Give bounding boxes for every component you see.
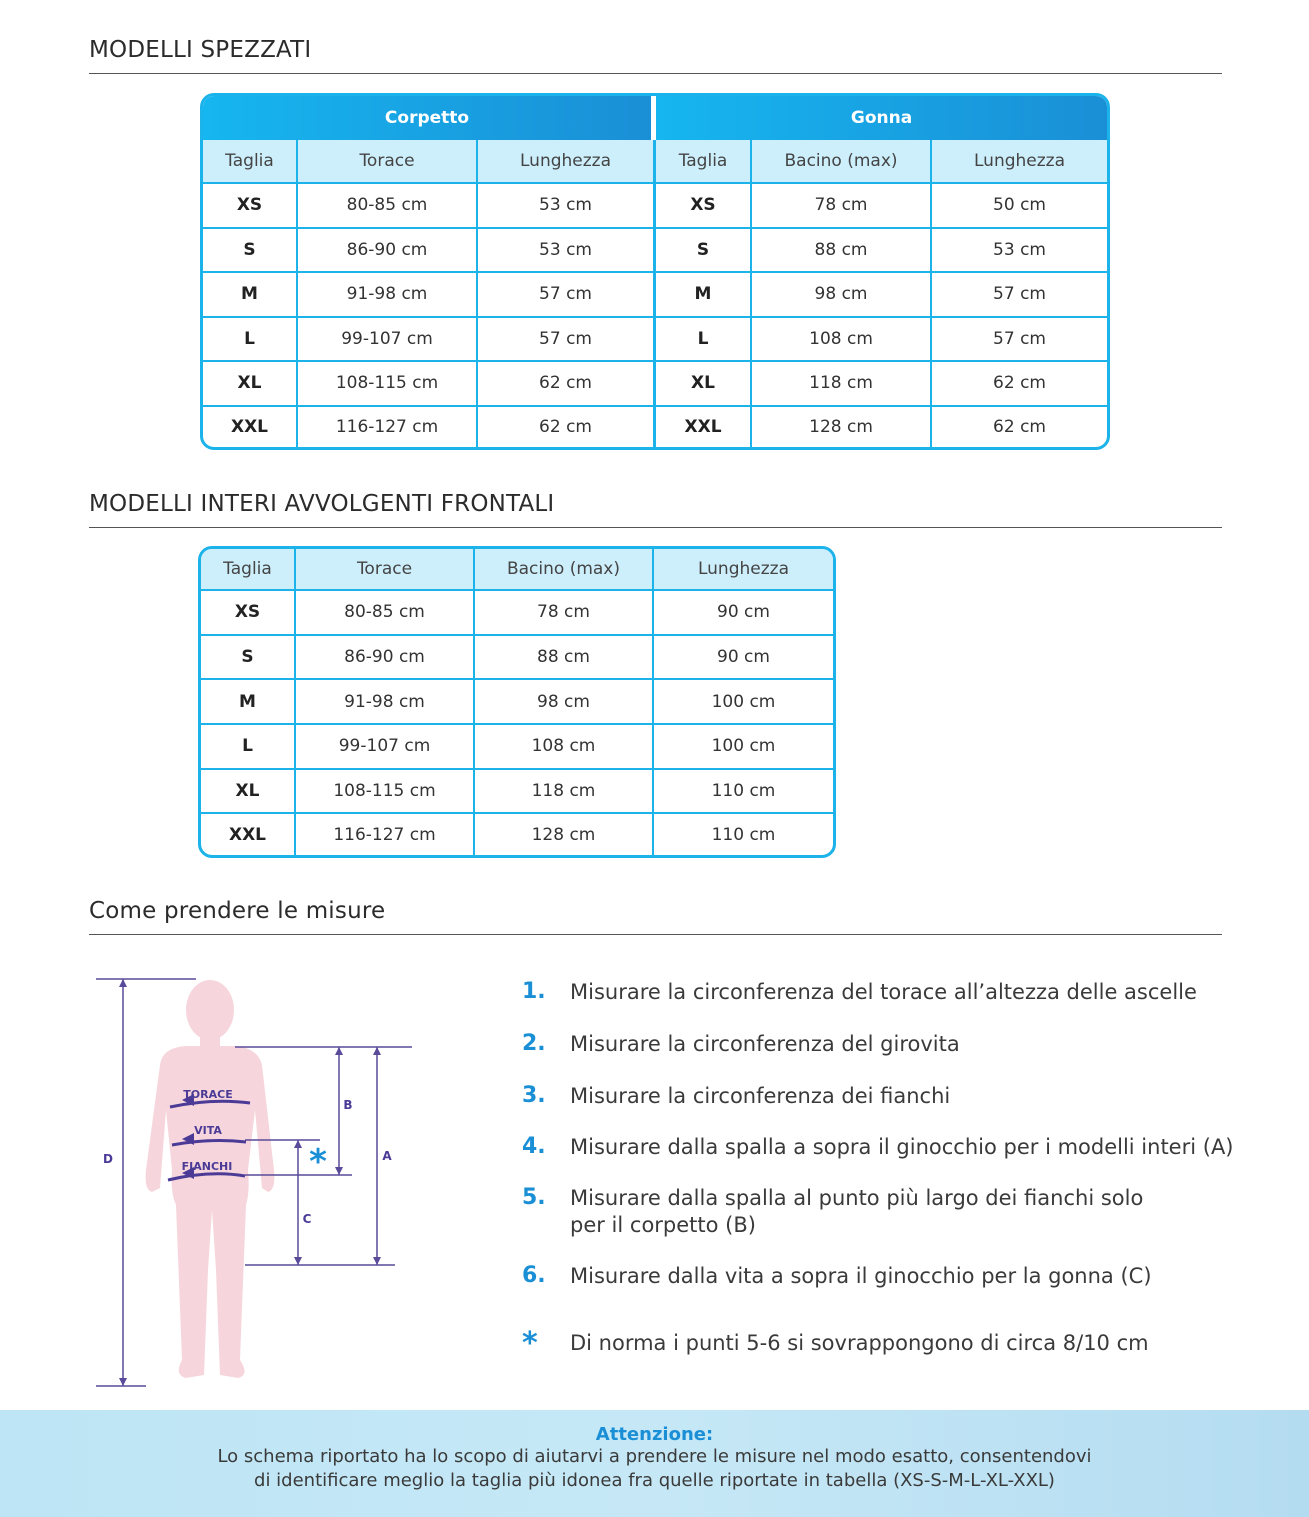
table-cell: 128 cm [475, 814, 654, 855]
table-cell: 62 cm [993, 416, 1046, 437]
table-cell: 57 cm [932, 318, 1107, 363]
section-title-misure: Come prendere le misure [89, 898, 1222, 935]
dimension-lines [96, 979, 412, 1386]
table-cell: 116-127 cm [296, 814, 475, 855]
table-cell: XS [656, 184, 752, 229]
table-cell: 62 cm [478, 362, 656, 407]
table-cell: 98 cm [475, 680, 654, 725]
column-header: Torace [296, 549, 475, 591]
table-row [201, 636, 833, 681]
column-header: Taglia [203, 140, 298, 184]
label-a: A [382, 1149, 392, 1163]
table-cell: 118 cm [475, 770, 654, 815]
label-b: B [343, 1098, 353, 1112]
table-cell: S [201, 636, 296, 681]
list-item [522, 979, 1197, 1006]
table-cell: M [203, 273, 298, 318]
list-item [522, 1134, 1234, 1161]
table-cell: 50 cm [932, 184, 1107, 229]
table-cell: L [203, 318, 298, 363]
step-text-continued: per il corpetto (B) [570, 1213, 756, 1237]
column-header: Lunghezza [932, 140, 1107, 184]
column-header: Bacino (max) [475, 549, 654, 591]
table-cell: 53 cm [932, 229, 1107, 274]
table-cell: 108-115 cm [298, 362, 478, 407]
table-cell: 62 cm [478, 407, 656, 448]
list-item [522, 1083, 950, 1110]
section-title-interi: MODELLI INTERI AVVOLGENTI FRONTALI [89, 491, 1222, 528]
table-cell: 62 cm [932, 362, 1107, 407]
step-text: Misurare la circonferenza del girovita [570, 1032, 960, 1056]
label-c: C [302, 1212, 312, 1226]
table-row [201, 591, 833, 636]
table-cell: 88 cm [752, 229, 932, 274]
step-number: 1. [522, 979, 546, 1004]
column-header: Lunghezza [654, 549, 833, 591]
column-header: Taglia [201, 549, 296, 591]
table-row [203, 184, 1107, 229]
table-cell: L [201, 725, 296, 770]
step-number: 6. [522, 1263, 546, 1288]
attention-notice [0, 1410, 1309, 1517]
table-cell: 88 cm [475, 636, 654, 681]
column-header: Taglia [656, 140, 752, 184]
size-table-spezzati [200, 93, 1110, 450]
table-cell: XXL [201, 814, 296, 855]
column-header: Lunghezza [478, 140, 656, 184]
table-cell: 78 cm [475, 591, 654, 636]
notice-title: Attenzione: [595, 1424, 714, 1445]
table-cell: 53 cm [478, 184, 656, 229]
table-cell: XXL [656, 407, 752, 448]
notice-line-1: Lo schema riportato ha lo scopo di aiutarvi a prendere le misure nel modo esatto, consentendovi [217, 1446, 1092, 1467]
table-cell: 100 cm [654, 725, 833, 770]
body-silhouette [146, 980, 275, 1378]
step-text: Misurare dalla spalla a sopra il ginocchio per i modelli interi (A) [570, 1135, 1234, 1159]
table-cell: 86-90 cm [296, 636, 475, 681]
body-measurement-figure [90, 970, 420, 1400]
table-row [201, 680, 833, 725]
table-cell: 110 cm [654, 770, 833, 815]
table-cell: L [656, 318, 752, 363]
step-number: 3. [522, 1083, 546, 1108]
list-item-note [522, 1326, 1149, 1361]
table-cell: 118 cm [752, 362, 932, 407]
table-cell: 57 cm [932, 273, 1107, 318]
step-number: 5. [522, 1185, 546, 1210]
table-cell: XS [203, 184, 298, 229]
table-cell: 99-107 cm [298, 318, 478, 363]
size-table-interi [198, 546, 836, 858]
step-text: Misurare la circonferenza del torace all’altezza delle ascelle [570, 980, 1197, 1004]
table-cell: 91-98 cm [298, 273, 478, 318]
asterisk-icon: * [522, 1326, 538, 1361]
table-row [201, 770, 833, 815]
table-row [201, 725, 833, 770]
table-cell: 90 cm [654, 636, 833, 681]
table-cell: 116-127 cm [298, 407, 478, 448]
section-title-spezzati: MODELLI SPEZZATI [89, 37, 1222, 74]
label-vita: VITA [194, 1124, 222, 1137]
table-cell: 57 cm [478, 273, 656, 318]
table-cell: 108-115 cm [296, 770, 475, 815]
table-cell: 86-90 cm [298, 229, 478, 274]
table-cell: 91-98 cm [296, 680, 475, 725]
group-header-gonna: Gonna [656, 96, 1107, 140]
step-text: Misurare dalla spalla al punto più largo dei fianchi solo [570, 1186, 1144, 1210]
list-item [522, 1263, 1152, 1290]
table-cell: 78 cm [752, 184, 932, 229]
label-fianchi: FIANCHI [181, 1160, 233, 1173]
table-cell: 99-107 cm [296, 725, 475, 770]
step-text: Misurare dalla vita a sopra il ginocchio per la gonna (C) [570, 1264, 1152, 1288]
table-cell: 108 cm [475, 725, 654, 770]
note-text: Di norma i punti 5-6 si sovrappongono di circa 8/10 cm [570, 1331, 1149, 1355]
label-torace: TORACE [183, 1088, 233, 1101]
table-cell: S [203, 229, 298, 274]
column-header: Bacino (max) [752, 140, 932, 184]
table-row [203, 362, 1107, 407]
table-row [203, 229, 1107, 274]
table-cell: 108 cm [752, 318, 932, 363]
table-cell: M [201, 680, 296, 725]
table-cell: 53 cm [478, 229, 656, 274]
table-cell: S [656, 229, 752, 274]
step-number: 2. [522, 1031, 546, 1056]
table-cell: 80-85 cm [298, 184, 478, 229]
table-row [203, 273, 1107, 318]
step-text: Misurare la circonferenza dei fianchi [570, 1084, 951, 1108]
table-cell: 80-85 cm [296, 591, 475, 636]
table-cell: XL [203, 362, 298, 407]
table-cell: XXL [203, 407, 298, 448]
table-cell: 100 cm [654, 680, 833, 725]
table-row [203, 407, 1107, 448]
step-number: 4. [522, 1134, 546, 1159]
list-item [522, 1031, 960, 1058]
table-cell: 57 cm [478, 318, 656, 363]
table-cell: 128 cm [752, 407, 932, 448]
table-cell: M [656, 273, 752, 318]
table-cell: XS [201, 591, 296, 636]
notice-line-2: di identificare meglio la taglia più idonea fra quelle riportate in tabella (XS-S-M-L-XL-XXL) [254, 1470, 1055, 1491]
list-item [522, 1185, 1143, 1239]
table-cell: XL [201, 770, 296, 815]
group-header-corpetto: Corpetto [203, 96, 656, 140]
table-cell: 98 cm [752, 273, 932, 318]
asterisk-icon: * [309, 1142, 327, 1182]
table-row [201, 814, 833, 855]
table-row [203, 318, 1107, 363]
label-d: D [103, 1152, 113, 1166]
column-header: Torace [298, 140, 478, 184]
table-cell: XL [656, 362, 752, 407]
table-cell: 90 cm [654, 591, 833, 636]
table-cell: 110 cm [711, 824, 776, 845]
